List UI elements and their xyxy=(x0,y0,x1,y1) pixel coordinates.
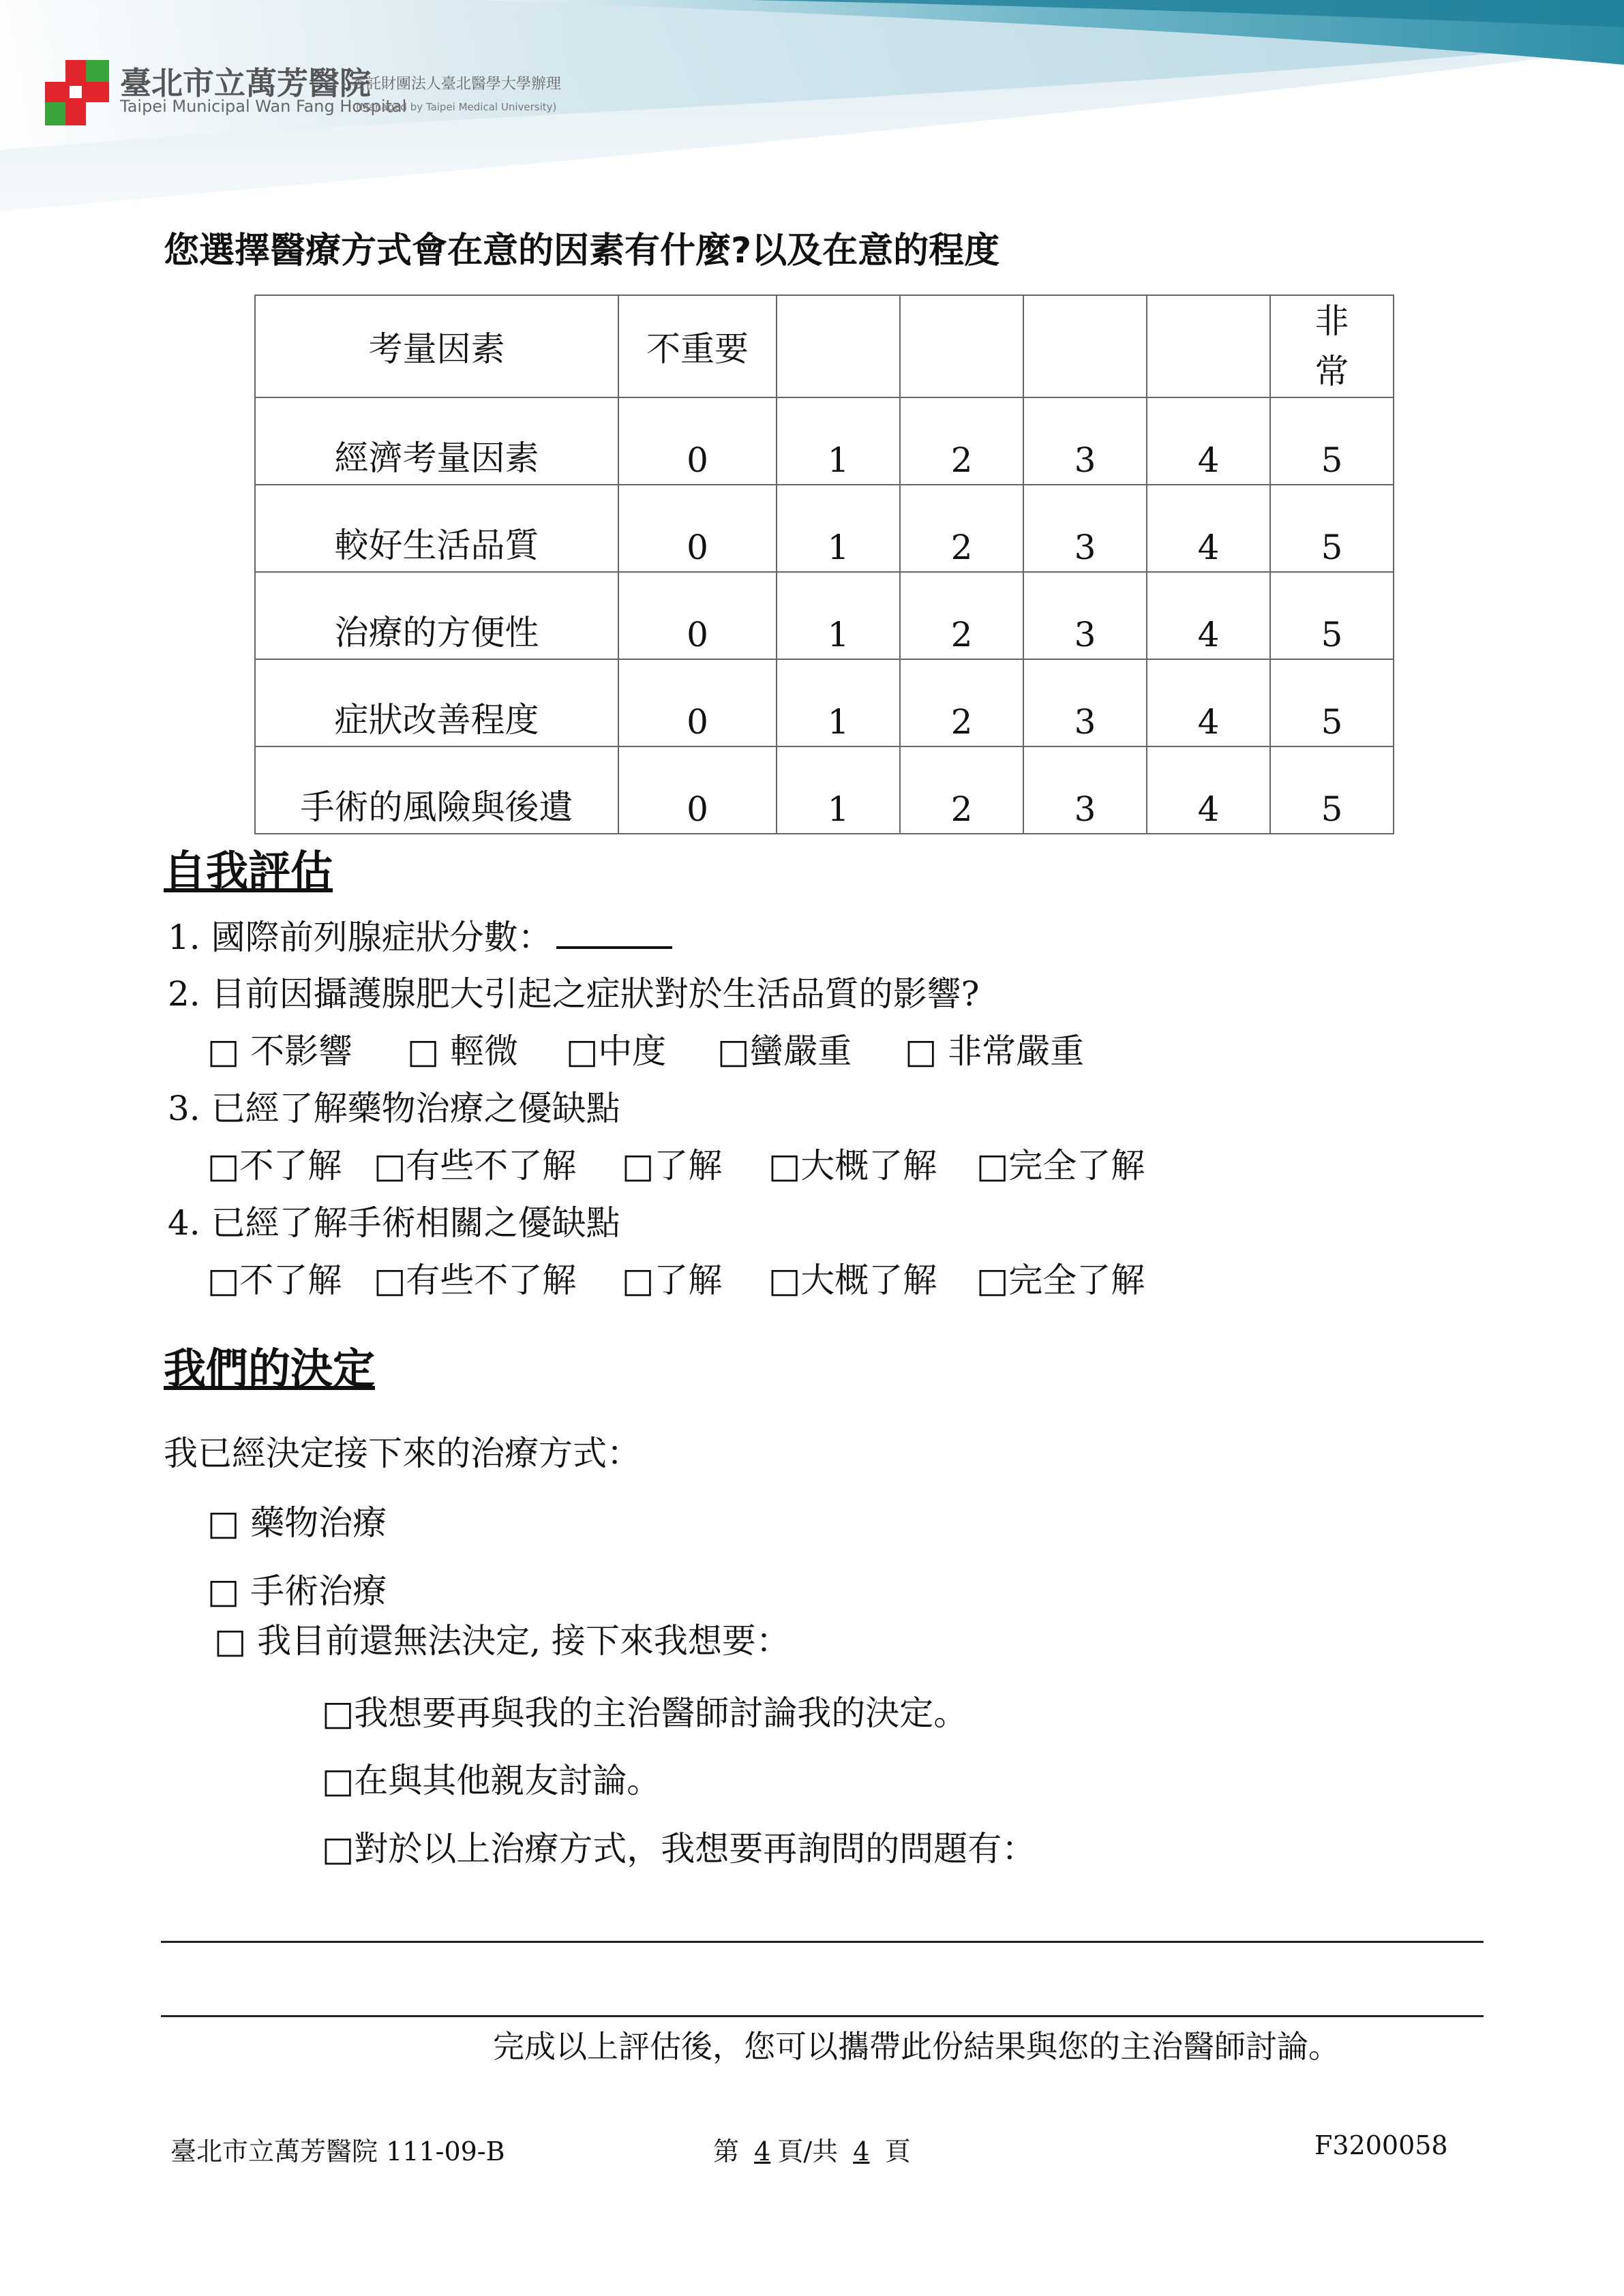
q4-option[interactable]: □有些不了解 xyxy=(374,1260,577,1300)
table-row xyxy=(255,659,1394,746)
score-cell[interactable]: 4 xyxy=(1147,397,1270,485)
q2-option-none[interactable]: □ 不影響 xyxy=(207,1031,353,1071)
q4-label: 4. 已經了解手術相關之優缺點 xyxy=(168,1203,620,1243)
score-cell[interactable]: 3 xyxy=(1023,397,1147,485)
table-header-cell xyxy=(1023,295,1147,397)
table-row xyxy=(255,572,1394,659)
decision-intro: 我已經決定接下來的治療方式： xyxy=(164,1434,641,1473)
footer-hospital-code: 臺北市立萬芳醫院 111-09-B xyxy=(170,2136,505,2166)
score-cell[interactable]: 4 xyxy=(1147,746,1270,834)
footer-page-prefix: 第 xyxy=(713,2136,740,2166)
hospital-sub-zh: - 委託財團法人臺北醫學大學辦理 xyxy=(341,76,561,93)
table-header-cell: 考量因素 xyxy=(255,295,618,397)
score-cell[interactable]: 0 xyxy=(618,746,777,834)
score-cell[interactable]: 0 xyxy=(618,397,777,485)
sub-option-questions[interactable]: □對於以上治療方式，我想要再詢問的問題有： xyxy=(322,1829,1036,1869)
score-cell[interactable]: 1 xyxy=(777,397,900,485)
score-cell[interactable]: 1 xyxy=(777,746,900,834)
hospital-name-en: Taipei Municipal Wan Fang Hospital xyxy=(120,97,407,116)
score-cell[interactable]: 2 xyxy=(900,659,1023,746)
hospital-name-zh: 臺北市立萬芳醫院 xyxy=(120,65,371,102)
table-header-cell-very xyxy=(1270,295,1394,397)
footer-form-code: F3200058 xyxy=(1314,2130,1448,2160)
sub-option-discuss-doctor[interactable]: □我想要再與我的主治醫師討論我的決定。 xyxy=(322,1693,968,1733)
factor-cell: 症狀改善程度 xyxy=(255,659,618,746)
decision-option-medication[interactable]: □ 藥物治療 xyxy=(207,1503,387,1543)
table-header-cell xyxy=(777,295,900,397)
score-cell[interactable]: 5 xyxy=(1270,659,1394,746)
score-cell[interactable]: 3 xyxy=(1023,485,1147,572)
score-cell[interactable]: 3 xyxy=(1023,572,1147,659)
footer-page-number xyxy=(713,2130,911,2168)
score-cell[interactable]: 4 xyxy=(1147,572,1270,659)
closing-note: 完成以上評估後，您可以攜帶此份結果與您的主治醫師討論。 xyxy=(493,2028,1340,2065)
footer-page-current: 4 xyxy=(754,2136,771,2166)
table-row xyxy=(255,397,1394,485)
score-cell[interactable]: 1 xyxy=(777,485,900,572)
factor-cell: 經濟考量因素 xyxy=(255,397,618,485)
score-cell[interactable]: 3 xyxy=(1023,746,1147,834)
hospital-logo-icon xyxy=(40,56,115,131)
score-cell[interactable]: 1 xyxy=(777,659,900,746)
q3-label: 3. 已經了解藥物治療之優缺點 xyxy=(168,1089,620,1128)
q1-line xyxy=(168,910,672,959)
decision-option-undecided[interactable]: □ 我目前還無法決定, 接下來我想要： xyxy=(214,1621,790,1661)
q2-label: 2. 目前因攝護腺肥大引起之症狀對於生活品質的影響? xyxy=(168,974,980,1014)
factor-cell: 治療的方便性 xyxy=(255,572,618,659)
factor-cell: 較好生活品質 xyxy=(255,485,618,572)
score-cell[interactable]: 4 xyxy=(1147,485,1270,572)
score-cell[interactable]: 5 xyxy=(1270,397,1394,485)
score-cell[interactable]: 3 xyxy=(1023,659,1147,746)
q3-option[interactable]: □有些不了解 xyxy=(374,1146,577,1185)
q3-option[interactable]: □不了解 xyxy=(207,1146,342,1185)
score-cell[interactable]: 5 xyxy=(1270,746,1394,834)
q4-option[interactable]: □不了解 xyxy=(207,1260,342,1300)
ipss-score-blank[interactable] xyxy=(556,919,672,949)
factor-table xyxy=(254,294,1394,834)
footer-page-suffix: 頁 xyxy=(884,2136,911,2166)
table-header-row xyxy=(255,295,1394,397)
q3-option[interactable]: □大概了解 xyxy=(768,1146,937,1185)
score-cell[interactable]: 2 xyxy=(900,397,1023,485)
score-cell[interactable]: 0 xyxy=(618,572,777,659)
q4-option[interactable]: □了解 xyxy=(622,1260,723,1300)
q1-label: 1. 國際前列腺症狀分數： xyxy=(168,918,552,957)
q2-option-very-severe[interactable]: □ 非常嚴重 xyxy=(905,1031,1085,1071)
score-cell[interactable]: 2 xyxy=(900,485,1023,572)
score-cell[interactable]: 0 xyxy=(618,485,777,572)
answer-line-2[interactable] xyxy=(161,2015,1484,2017)
answer-line-1[interactable] xyxy=(161,1941,1484,1943)
q4-option[interactable]: □完全了解 xyxy=(976,1260,1145,1300)
score-cell[interactable]: 0 xyxy=(618,659,777,746)
sub-option-discuss-family[interactable]: □在與其他親友討論。 xyxy=(322,1761,661,1800)
decision-heading: 我們的決定 xyxy=(164,1344,376,1393)
footer-page-total: 4 xyxy=(853,2136,870,2166)
q2-option-moderate[interactable]: □中度 xyxy=(566,1031,667,1071)
score-cell[interactable]: 1 xyxy=(777,572,900,659)
q2-option-mild[interactable]: □ 輕微 xyxy=(407,1031,519,1071)
table-row xyxy=(255,485,1394,572)
q3-option[interactable]: □完全了解 xyxy=(976,1146,1145,1185)
factor-cell: 手術的風險與後遺 xyxy=(255,746,618,834)
question-title: 您選擇醫療方式會在意的因素有什麼?以及在意的程度 xyxy=(164,230,1000,271)
q2-option-severe[interactable]: □蠻嚴重 xyxy=(717,1031,852,1071)
score-cell[interactable]: 2 xyxy=(900,572,1023,659)
table-header-very-text: 非常 xyxy=(1314,301,1349,391)
table-header-cell xyxy=(900,295,1023,397)
q3-option[interactable]: □了解 xyxy=(622,1146,723,1185)
score-cell[interactable]: 5 xyxy=(1270,485,1394,572)
table-header-cell xyxy=(1147,295,1270,397)
table-header-cell: 不重要 xyxy=(618,295,777,397)
decision-option-surgery[interactable]: □ 手術治療 xyxy=(207,1571,387,1611)
hospital-sub-en: (Managed by Taipei Medical University) xyxy=(356,101,557,113)
table-row xyxy=(255,746,1394,834)
score-cell[interactable]: 5 xyxy=(1270,572,1394,659)
score-cell[interactable]: 4 xyxy=(1147,659,1270,746)
footer-page-mid: 頁/共 xyxy=(777,2136,839,2166)
q4-option[interactable]: □大概了解 xyxy=(768,1260,937,1300)
self-assessment-heading: 自我評估 xyxy=(164,846,333,896)
score-cell[interactable]: 2 xyxy=(900,746,1023,834)
